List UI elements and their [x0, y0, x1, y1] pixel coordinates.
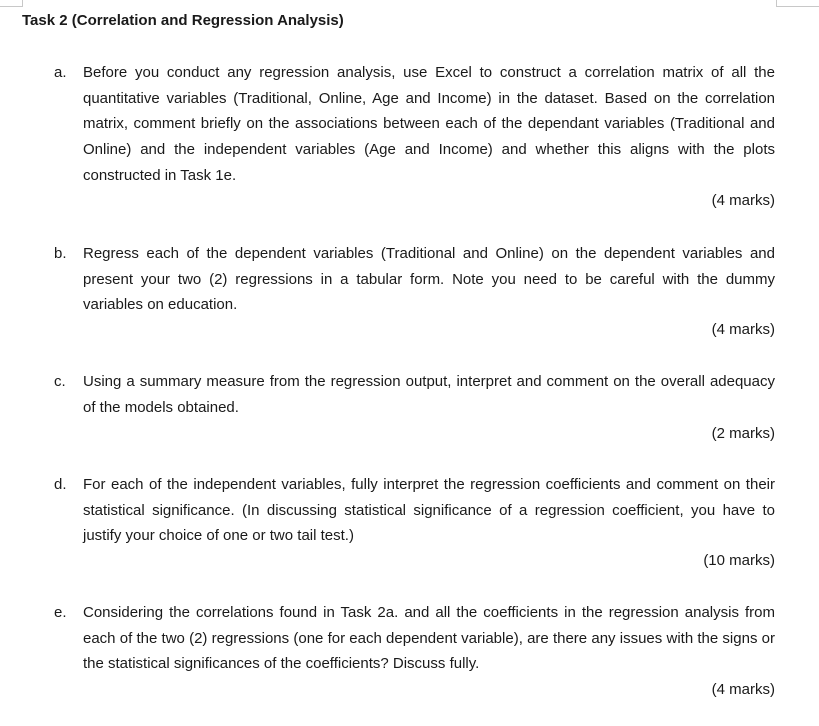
task-marks: (10 marks) [703, 552, 775, 569]
task-letter: e. [54, 604, 67, 621]
task-text: Regress each of the dependent variables (Traditional and Online) on the dependent variables and present your two (2) regressions in a tabular form. Note you need to be careful with the dummy variables on education. [83, 245, 775, 314]
task-text: Using a summary measure from the regression output, interpret and comment on the overall adequacy of the models obtained. [83, 373, 775, 416]
task-letter: a. [54, 64, 67, 81]
task-marks: (4 marks) [711, 321, 775, 338]
page-title: Task 2 (Correlation and Regression Analysis) [22, 12, 344, 29]
task-marks: (2 marks) [711, 425, 775, 442]
task-text: For each of the independent variables, fully interpret the regression coefficients and comment on their statistical significance. (In discussing statistical significance of a regression coefficient, you have to justify your choice of one or two tail test.) [83, 476, 775, 545]
page-corner-mark-right [776, 0, 819, 7]
task-text: Before you conduct any regression analysis, use Excel to construct a correlation matrix of all the quantitative variables (Traditional, Online, Age and Income) in the dataset. Based on the correlation matrix, comment briefly on the associations between each of the dependant variables (Traditional and Online) and the independent variables (Age and Income) and whether this aligns with the plots constructed in Task 1e. [83, 64, 775, 184]
task-marks: (4 marks) [711, 192, 775, 209]
task-letter: d. [54, 476, 67, 493]
task-letter: b. [54, 245, 67, 262]
task-letter: c. [54, 373, 66, 390]
page-corner-mark-left [0, 0, 23, 7]
task-marks: (4 marks) [711, 681, 775, 698]
task-text: Considering the correlations found in Task 2a. and all the coefficients in the regression analysis from each of the two (2) regressions (one for each dependent variable), are there any issues with the signs or the statistical significances of the coefficients? Discuss fully. [83, 604, 775, 673]
